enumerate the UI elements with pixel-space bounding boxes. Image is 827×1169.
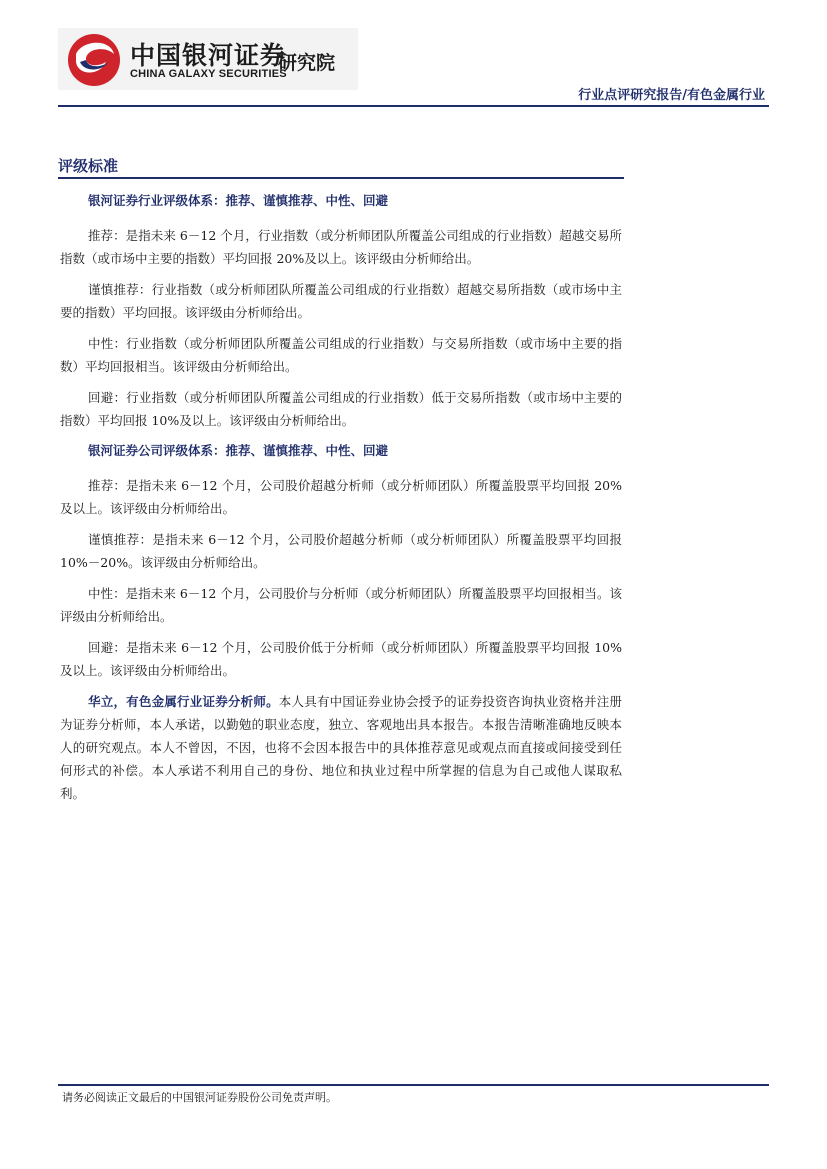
industry-rating-neutral: 中性：行业指数（或分析师团队所覆盖公司组成的行业指数）与交易所指数（或市场中主要的指数）平均回报相当。该评级由分析师给出。 — [60, 336, 622, 374]
logo-english-name: CHINA GALAXY SECURITIES — [130, 68, 287, 80]
section-title: 评级标准 — [58, 157, 119, 175]
footer-divider — [58, 1084, 769, 1086]
industry-rating-recommend: 推荐：是指未来 6－12 个月，行业指数（或分析师团队所覆盖公司组成的行业指数）超越交易所指数（或市场中主要的指数）平均回报 20%及以上。该评级由分析师给出。 — [60, 228, 622, 266]
company-rating-recommend: 推荐：是指未来 6－12 个月，公司股价超越分析师（或分析师团队）所覆盖股票平均回报 20%及以上。该评级由分析师给出。 — [60, 478, 622, 516]
industry-rating-title: 银河证券行业评级体系：推荐、谨慎推荐、中性、回避 — [88, 193, 389, 208]
header-divider — [58, 105, 769, 107]
analyst-statement — [60, 690, 622, 805]
main-content — [60, 190, 622, 813]
company-logo — [58, 28, 358, 90]
section-divider — [58, 177, 624, 179]
report-type: 行业点评研究报告/有色金属行业 — [578, 88, 765, 103]
footer-disclaimer: 请务必阅读正文最后的中国银河证券股份公司免责声明。 — [62, 1091, 337, 1104]
company-rating-neutral: 中性：是指未来 6－12 个月，公司股价与分析师（或分析师团队）所覆盖股票平均回报相当。该评级由分析师给出。 — [60, 586, 622, 624]
logo-chinese-name: 中国银河证券 — [130, 41, 287, 70]
industry-rating-cautious: 谨慎推荐：行业指数（或分析师团队所覆盖公司组成的行业指数）超越交易所指数（或市场中主要的指数）平均回报。该评级由分析师给出。 — [60, 282, 622, 320]
galaxy-swirl-icon — [66, 32, 122, 88]
analyst-statement-text: 本人具有中国证券业协会授予的证券投资咨询执业资格并注册为证券分析师，本人承诺，以勤勉的职业态度，独立、客观地出具本报告。本报告清晰准确地反映本人的研究观点。本人不曾因，不因，也将不会因本报告中的具体推荐意见或观点而直接或间接受到任何形式的补偿。本人承诺不利用自己的身份、地位和执业过程中所掌握的信息为自己或他人谋取私利。 — [60, 694, 622, 801]
logo-institute: 研究院 — [278, 52, 336, 74]
company-rating-title: 银河证券公司评级体系：推荐、谨慎推荐、中性、回避 — [88, 443, 389, 458]
analyst-name: 华立，有色金属行业证券分析师。 — [88, 694, 279, 709]
company-rating-cautious: 谨慎推荐：是指未来 6－12 个月，公司股价超越分析师（或分析师团队）所覆盖股票平均回报 10%－20%。该评级由分析师给出。 — [60, 532, 622, 570]
industry-rating-avoid: 回避：行业指数（或分析师团队所覆盖公司组成的行业指数）低于交易所指数（或市场中主要的指数）平均回报 10%及以上。该评级由分析师给出。 — [60, 390, 622, 428]
company-rating-avoid: 回避：是指未来 6－12 个月，公司股价低于分析师（或分析师团队）所覆盖股票平均回报 10%及以上。该评级由分析师给出。 — [60, 640, 622, 678]
